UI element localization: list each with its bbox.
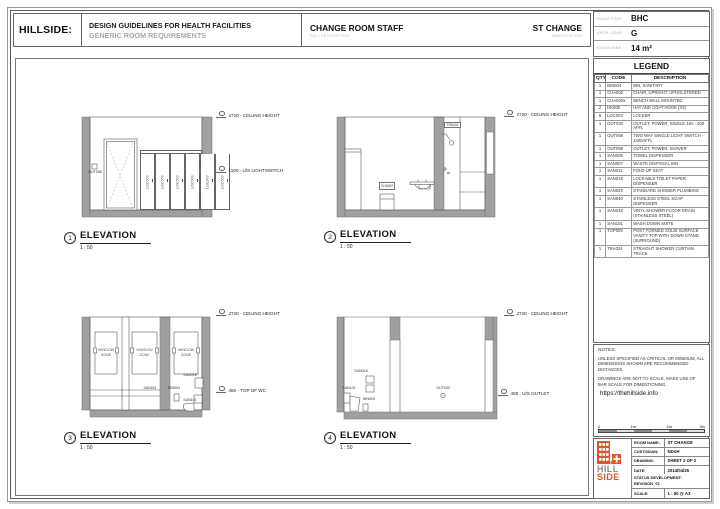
legend-code: SAN029: [606, 188, 632, 196]
legend-row: [595, 245, 709, 258]
bin-label: BIN004: [168, 386, 180, 390]
legend-description: STRAIGHT SHOWER CURTAIN TRACK: [632, 245, 709, 258]
status-value: REVISION_01: [634, 481, 660, 487]
legend-description: HAT AND COAT HOOK (X2): [632, 105, 709, 113]
callout-text: 2720 - CEILING HEIGHT: [516, 112, 568, 117]
elevation-3-title: [64, 430, 151, 451]
room-abbreviation: ST CHANGE: [532, 22, 582, 33]
scale-label: SCALE:: [632, 489, 665, 498]
legend-qty: 1: [595, 83, 606, 91]
elevation-4-drawing: [337, 317, 497, 419]
ceiling-height-callout-1: [216, 113, 280, 118]
legend-description: CHAIR, UPRIGHT, UPHOLSTERED: [632, 90, 709, 98]
room-header: [302, 14, 590, 46]
scale-row: [632, 489, 709, 498]
legend-code: SAN011: [606, 168, 632, 176]
website-link[interactable]: https://thehillside.info: [600, 390, 658, 398]
legend-row: [595, 220, 709, 228]
legend-row: [595, 195, 709, 208]
elevation-number: 4: [324, 432, 336, 444]
legend-row: [595, 113, 709, 121]
elevation-scale: 1 : 50: [340, 244, 353, 250]
bar-scale-bar: [598, 429, 705, 433]
bar-scale-label: 2m: [666, 424, 673, 429]
room-info-row: [594, 27, 709, 42]
elevation-title-text: ELEVATION: [80, 230, 151, 244]
curtain-track-label: TRA024: [444, 122, 461, 128]
document-title: DESIGN GUIDELINES FOR HEALTH FACILITIES: [89, 20, 251, 30]
legend-row: [595, 175, 709, 188]
elevation-4-title: [324, 430, 411, 451]
locker: [185, 154, 200, 210]
callout-text: 2720 - CEILING HEIGHT: [228, 113, 280, 118]
elevation-number: 2: [324, 231, 336, 243]
room-info-value: 14 m²: [631, 43, 652, 53]
bar-scale: [598, 424, 705, 433]
legend-code: OUT030: [606, 120, 632, 133]
legend-col-code: CODE: [606, 75, 632, 83]
legend-description: WASTE DISPOSAL BIN: [632, 160, 709, 168]
legend-qty: 1: [595, 153, 606, 161]
legend-code: SAN007: [606, 160, 632, 168]
title-block-label: CUSTODIAN:: [632, 448, 665, 456]
legend-qty: 1: [595, 168, 606, 176]
legend-description: OUTLET, POWER, SINGLE 16A - 400 AFFL: [632, 120, 709, 133]
legend-qty: 1: [595, 145, 606, 153]
bar-scale-labels: [598, 424, 705, 429]
callout-text: 1100 - U/S LIGHTSWITCH: [228, 168, 284, 173]
legend-row: [595, 133, 709, 146]
legend-qty: 1: [595, 208, 606, 221]
elevation-1-title: [64, 230, 151, 251]
brand-title: HILLSIDE:: [14, 14, 82, 46]
locker: [155, 154, 170, 210]
legend-description: LOCKABLE TOILET PAPER DISPENSER: [632, 175, 709, 188]
locker: [170, 154, 185, 210]
legend-code: OUT058: [606, 133, 632, 146]
title-block-label: ROOM NAME:: [632, 439, 665, 447]
legend-description: LOCKER: [632, 113, 709, 121]
legend-code: SAN048: [606, 208, 632, 221]
locker: [140, 154, 155, 210]
wc-label: SAN101: [342, 386, 356, 390]
room-info-row: [594, 41, 709, 56]
status-label: STATUS DEVELOPMENT:: [634, 475, 682, 481]
elevation-title-text: ELEVATION: [340, 430, 411, 444]
legend-code: CHA002: [606, 90, 632, 98]
notes-title: NOTES:: [598, 347, 616, 353]
locker-label: LOC003: [145, 174, 150, 189]
right-panel: [593, 11, 710, 500]
legend-description: BIN, SANITARY: [632, 83, 709, 91]
legend-row: [595, 90, 709, 98]
callout-text: 450 - TOP OF WC: [228, 388, 267, 393]
title-block-value: SHEET 2 OF 2: [667, 458, 697, 464]
room-name-caption: FULL DESCRIPTION: [310, 33, 350, 38]
title-block-row: [632, 439, 709, 448]
sheet-inner-border: [10, 10, 709, 499]
title-block-label: DATE:: [632, 466, 665, 474]
legend-row: [595, 83, 709, 91]
note-line: DRAWINGS ARE NOT TO SCALE, MAKE USE OF BAR SCALE FOR DIMENTIONING.: [598, 375, 696, 387]
legend-row: [595, 208, 709, 221]
legend-description: STANDARD SHOWER PLUMBING: [632, 188, 709, 196]
locker: [215, 154, 230, 210]
legend-row: [595, 168, 709, 176]
legend-code: SAN006: [606, 153, 632, 161]
room-info-label: ROOM CODE: [597, 16, 622, 21]
legend-row: [595, 145, 709, 153]
room-name: CHANGE ROOM STAFF: [310, 22, 404, 33]
us-outlet-callout: [498, 391, 549, 396]
datum-icon: [216, 113, 226, 118]
legend-code: BIN004: [606, 83, 632, 91]
drawing-sheet: [7, 7, 712, 502]
ceiling-height-callout-2: [504, 112, 568, 117]
datum-icon: [498, 391, 508, 396]
title-block-label: DRAWING:: [632, 457, 665, 465]
wc-label: SAN101: [183, 398, 197, 402]
locker-label: LOC003: [220, 174, 225, 189]
locker-label: LOC003: [160, 174, 165, 189]
scale-value: 1 : 50 @ A3: [667, 490, 691, 496]
legend-code: LOC003: [606, 113, 632, 121]
legend-description: BENCH WALL MOUNTED: [632, 98, 709, 106]
legend-qty: 1: [595, 98, 606, 106]
callout-text: 2720 - CEILING HEIGHT: [516, 311, 568, 316]
legend-code: TOP009: [606, 228, 632, 245]
callout-text: 400 - U/S OUTLET: [510, 391, 550, 396]
title-block-value: NDoH: [667, 449, 680, 455]
chair-label: CHA002: [380, 184, 394, 188]
locker: [200, 154, 215, 210]
legend-qty: 1: [595, 120, 606, 133]
elevation-number: 3: [64, 432, 76, 444]
document-titles: [82, 14, 302, 46]
locker-label: LOC003: [205, 174, 210, 189]
datum-icon: [504, 112, 514, 117]
title-block-row: [632, 448, 709, 457]
datum-icon: [504, 311, 514, 316]
window-zone-label: WINDOW ZONE: [177, 348, 195, 357]
window-zone-label: WINDOW ZONE: [97, 348, 115, 357]
legend-qty: 1: [595, 90, 606, 98]
status-row: [632, 474, 709, 488]
legend-code: HK006: [606, 105, 632, 113]
bar-scale-label: 0: [598, 424, 601, 429]
elevation-number: 1: [64, 232, 76, 244]
legend-header-row: [595, 75, 709, 83]
room-info-value: BHC: [631, 14, 649, 24]
legend-description: TWO WAY SINGLE LIGHT SWITCH - 1400AFFL: [632, 133, 709, 146]
room-abbreviation-block: [533, 14, 582, 46]
legend-code: SAN101: [606, 220, 632, 228]
legend-qty: 1: [595, 228, 606, 245]
legend-code: SAN040: [606, 195, 632, 208]
legend-code: OUT098: [606, 145, 632, 153]
legend-row: [595, 188, 709, 196]
legend-qty: 1: [595, 160, 606, 168]
sheet-header: [13, 13, 591, 47]
legend-row: [595, 105, 709, 113]
outlet-label: OUT030: [436, 386, 450, 390]
legend-code: TRA024: [606, 245, 632, 258]
room-info-label: ROOM AREA: [597, 46, 622, 51]
tp-dispenser-label: SAN018: [354, 369, 368, 373]
elevation-title-text: ELEVATION: [340, 229, 411, 243]
bar-scale-label: 1m: [630, 424, 637, 429]
legend-row: [595, 98, 709, 106]
legend-qty: 1: [595, 188, 606, 196]
legend-qty: 1: [595, 220, 606, 228]
title-block-row: [632, 466, 709, 474]
legend-description: POST FORMED SOLID SURFACE VANITY TOP WITH DOWN STAND (SURROUND): [632, 228, 709, 245]
document-subtitle: GENERIC ROOM REQUIREMENTS: [89, 30, 207, 40]
legend-qty: 2: [595, 105, 606, 113]
room-info-label: ARCH. CODE: [597, 31, 623, 36]
lightswitch-label: OUT058: [88, 170, 102, 174]
notes-lines: [598, 356, 705, 391]
fold-up-seat-label: SAN011: [143, 386, 157, 390]
legend-description: TOWEL DISPENSER: [632, 153, 709, 161]
legend-qty: 1: [595, 133, 606, 146]
locker-label: LOC003: [190, 174, 195, 189]
legend-qty: 1: [595, 175, 606, 188]
legend-description: VINYL SHOWER FLOOR DRAIN (STAINLESS STEEL): [632, 208, 709, 221]
room-abbreviation-caption: ABBREVIATION: [552, 33, 582, 38]
notes-box: [593, 344, 710, 437]
lightswitch-callout: [216, 168, 283, 173]
datum-icon: [216, 168, 226, 173]
hillside-logo-icon: [597, 441, 621, 464]
window-zone-label: WINDOW ZONE: [136, 348, 153, 357]
top-of-wc-callout: [216, 388, 266, 393]
legend-col-qty: QTY: [596, 76, 606, 81]
title-block: [593, 438, 710, 499]
locker-label: LOC003: [175, 174, 180, 189]
title-block-row: [632, 457, 709, 466]
legend-description: WASH DOWN SUITE: [632, 220, 709, 228]
legend-table: [594, 74, 709, 258]
legend-row: [595, 153, 709, 161]
ceiling-height-callout-4: [504, 311, 568, 316]
legend-description: STAINLESS STEEL SOAP DISPENSER: [632, 195, 709, 208]
legend-qty: 1: [595, 245, 606, 258]
title-block-value: 2014/04/25: [667, 467, 690, 473]
title-block-value: ST CHANGE: [667, 440, 693, 446]
note-line: UNLESS SPECIFIED AS CRITICAL OR MINIMUM, ALL DIMENSIONS SHOWN ARE RECOMMENDED DISTANCES.: [598, 355, 705, 373]
room-info-box: [593, 11, 710, 57]
logo-block: [594, 439, 631, 498]
legend-code: CHA040a: [606, 98, 632, 106]
bar-scale-label: 3m: [699, 424, 705, 429]
callout-text: 2720 - CEILING HEIGHT: [228, 311, 280, 316]
tp-dispenser-label: SAN018: [183, 373, 197, 377]
title-block-table: [631, 439, 709, 498]
room-info-value: G: [631, 28, 638, 38]
ceiling-height-callout-3: [216, 311, 280, 316]
legend-box: [593, 58, 710, 343]
elevation-scale: 1 : 50: [80, 245, 93, 251]
legend-code: SAN018: [606, 175, 632, 188]
legend-col-description: DESCRIPTION: [632, 75, 709, 83]
elevation-2-drawing: [337, 117, 495, 217]
room-name-block: [310, 14, 403, 46]
legend-qty: 1: [595, 195, 606, 208]
logo-text-side: SIDE: [597, 472, 620, 483]
elevation-title-text: ELEVATION: [80, 430, 151, 444]
datum-icon: [216, 311, 226, 316]
locker-bank: [140, 150, 225, 210]
legend-title: LEGEND: [594, 59, 709, 75]
legend-qty: 6: [595, 113, 606, 121]
legend-row: [595, 160, 709, 168]
drawing-area: [15, 58, 589, 496]
room-info-row: [594, 12, 709, 27]
datum-icon: [216, 388, 226, 393]
legend-description: OUTLET, POWER, SHAVER: [632, 145, 709, 153]
legend-row: [595, 228, 709, 245]
elevation-scale: 1 : 50: [340, 445, 353, 451]
elevation-2-title: [324, 229, 411, 250]
elevation-scale: 1 : 50: [80, 445, 93, 451]
legend-row: [595, 120, 709, 133]
bin-label: BIN004: [363, 397, 375, 401]
legend-description: FOLD-UP SEAT: [632, 168, 709, 176]
logo-text-hill: HILL: [597, 463, 619, 474]
